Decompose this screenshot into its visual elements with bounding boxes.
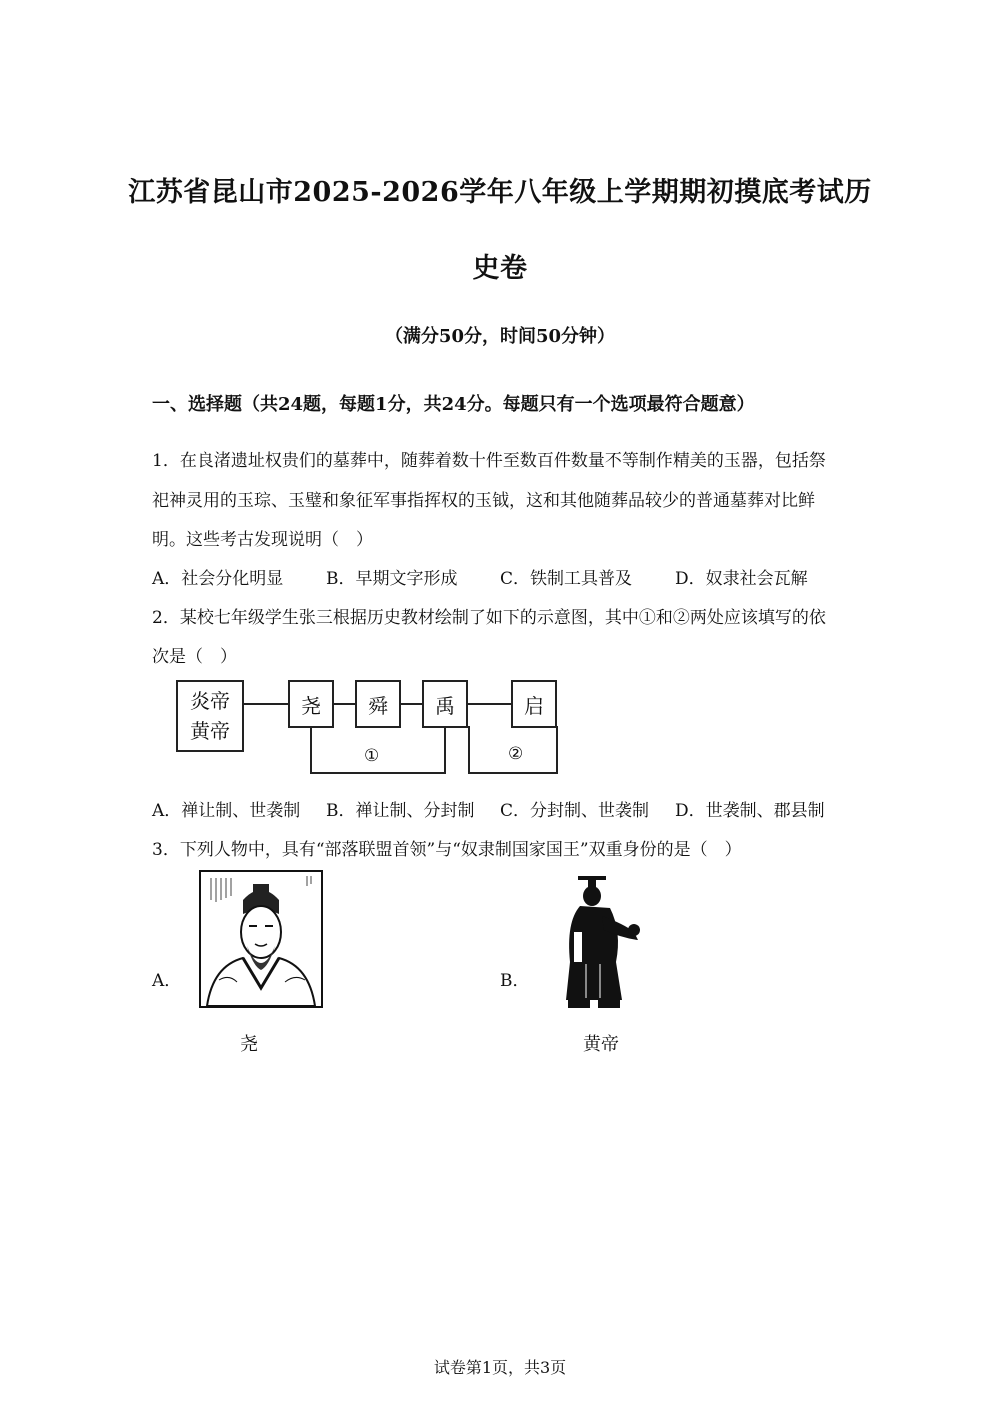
yu-box <box>422 680 468 728</box>
caption-yao: 尧 <box>240 1034 258 1055</box>
huangdi-label: 黄帝 <box>190 719 230 743</box>
q1-option-a[interactable]: A．社会分化明显 <box>152 569 284 589</box>
q1-line3: 明。这些考古发现说明（ ） <box>152 530 373 550</box>
exam-subtitle: （满分50分，时间50分钟） <box>384 326 616 347</box>
q3-line1: 3．下列人物中，具有“部落联盟首领”与“奴隶制国家国王”双重身份的是（ ） <box>152 840 742 860</box>
q3-option-a[interactable]: A． <box>152 971 182 991</box>
yao-portrait-image[interactable] <box>199 870 323 1008</box>
shun-box <box>355 680 401 728</box>
yao-label: 尧 <box>301 693 321 718</box>
q2-line1: 2．某校七年级学生张三根据历史教材绘制了如下的示意图，其中①和②两处应该填写的依 <box>152 608 826 628</box>
shun-label: 舜 <box>368 693 388 718</box>
qi-box <box>511 680 557 728</box>
yao-box <box>288 680 334 728</box>
q2-option-c[interactable]: C．分封制、世袭制 <box>500 801 650 821</box>
qi-label: 启 <box>524 693 544 718</box>
page-footer: 试卷第1页，共3页 <box>433 1358 567 1377</box>
q1-option-c[interactable]: C．铁制工具普及 <box>500 569 633 589</box>
exam-title-line1: 江苏省昆山市2025-2026学年八年级上学期期初摸底考试历 <box>128 177 872 208</box>
q2-line2: 次是（ ） <box>152 647 237 667</box>
q3-option-b[interactable]: B． <box>500 971 530 991</box>
q1-option-d[interactable]: D．奴隶社会瓦解 <box>675 569 808 589</box>
yu-label: 禹 <box>435 693 455 718</box>
caption-huangdi: 黄帝 <box>583 1034 619 1055</box>
q1-option-b[interactable]: B．早期文字形成 <box>326 569 458 589</box>
q2-option-d[interactable]: D．世袭制、郡县制 <box>675 801 825 821</box>
q2-option-b[interactable]: B．禅让制、分封制 <box>326 801 475 821</box>
blank-mark-1: ① <box>364 746 380 766</box>
q1-line2: 祀神灵用的玉琮、玉璧和象征军事指挥权的玉钺，这和其他随葬品较少的普通墓葬对比鲜 <box>152 491 815 511</box>
section-heading: 一、选择题（共24题，每题1分，共24分。每题只有一个选项最符合题意） <box>152 394 755 415</box>
yandi-label: 炎帝 <box>190 689 230 713</box>
exam-title-line2: 史卷 <box>472 253 528 284</box>
huangdi-portrait-image[interactable] <box>556 872 652 1018</box>
q2-option-a[interactable]: A．禅让制、世袭制 <box>152 801 301 821</box>
yandi-huangdi-box <box>176 680 244 752</box>
q1-line1: 1．在良渚遗址权贵们的墓葬中，随葬着数十件至数百件数量不等制作精美的玉器，包括祭 <box>152 451 826 471</box>
blank-mark-2: ② <box>508 744 524 764</box>
